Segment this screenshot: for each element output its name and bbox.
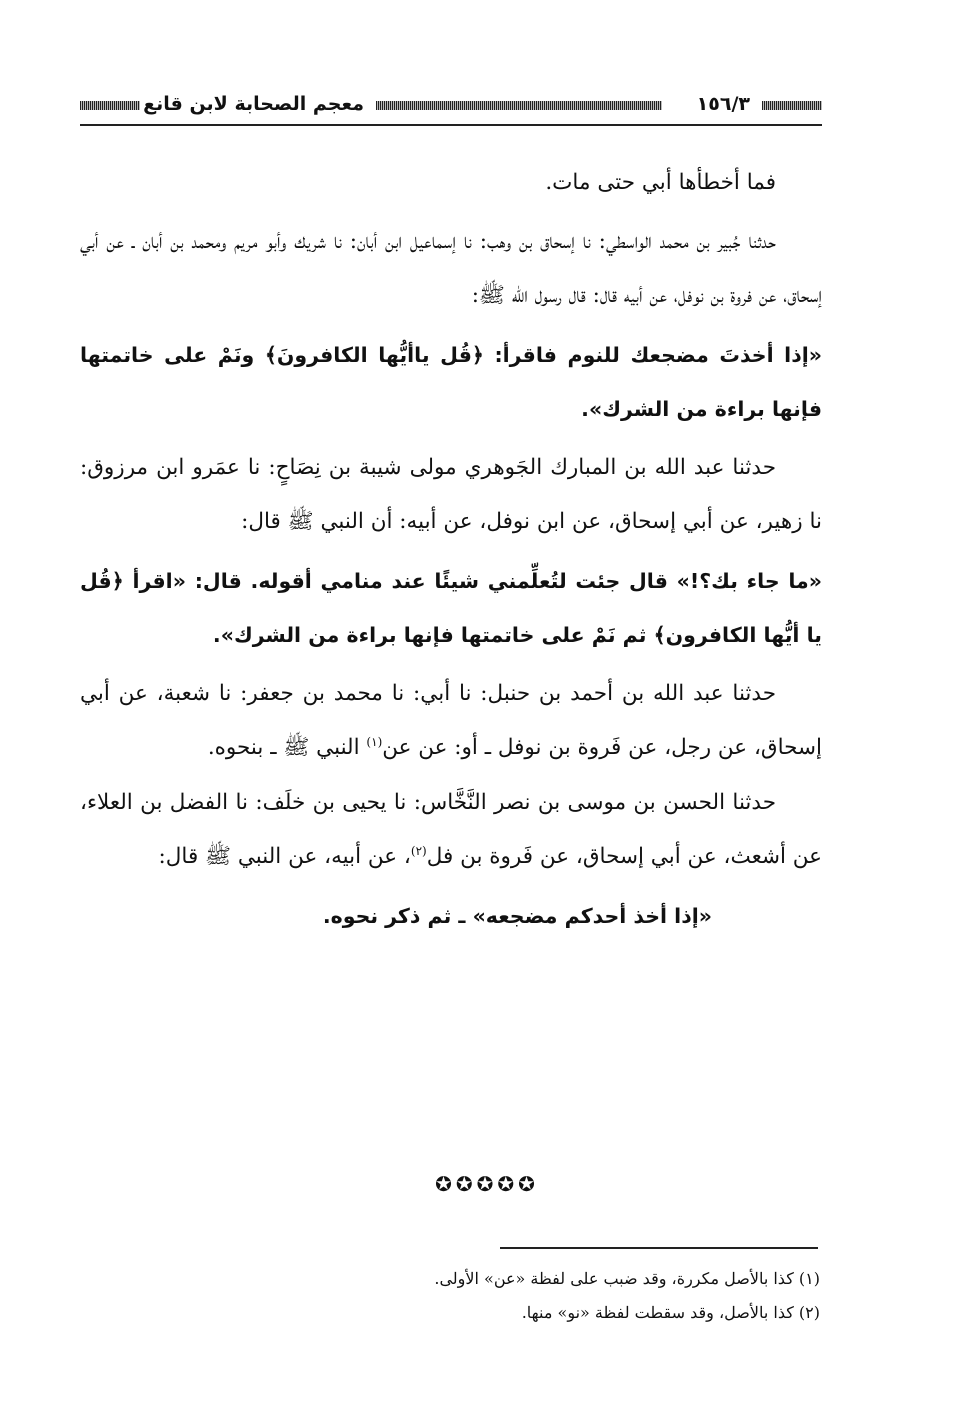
footnote-1: (١) كذا بالأصل مكررة، وقد ضبب على لفظة «عن» الأولى. xyxy=(434,1269,820,1288)
footnote-2: (٢) كذا بالأصل، وقد سقطت لفظة «نو» منها. xyxy=(521,1303,820,1322)
header-book-title: معجم الصحابة لابن قانع xyxy=(143,93,364,115)
paragraph xyxy=(80,776,822,885)
paragraph xyxy=(80,667,822,776)
running-header xyxy=(80,88,822,122)
paragraph-text: حدثنا عبد الله بن أحمد بن حنبل: نا أبي: نا محمد بن جعفر: نا شعبة، عن أبي إسحاق، عن رجل، عن فَروة بن نوفل ـ أو: عن عن xyxy=(80,680,822,760)
paragraph: حدثنا جُبير بن محمد الواسطي: نا إسحاق بن وهب: نا إسماعيل ابن أبان: نا شريك وأبو مريم ومحمد بن أبان ـ عن أبي إسحاق، عن فروة بن نوفل، عن أبيه قال: قال رسول الله ﷺ: xyxy=(80,228,822,308)
header-ornament-bar xyxy=(376,101,662,110)
footnotes xyxy=(80,1262,820,1330)
header-rule xyxy=(80,124,822,126)
header-page-number: ١٥٦/٣ xyxy=(696,93,750,115)
header-ornament-bar xyxy=(762,101,822,110)
footnote-marker-2: (٢) xyxy=(410,843,427,858)
paragraph-text: النبي ﷺ ـ بنحوه. xyxy=(207,735,360,760)
paragraph: فما أخطأها أبي حتى مات. xyxy=(545,170,776,195)
main-text xyxy=(80,156,822,947)
hadith-text: «ما جاء بك؟!» قال جئت لتُعلِّمني شيئًا عند منامي أقوله. قال: «اقرأ ﴿قُل يا أيُّها الكافرون﴾ ثم نَمْ على خاتمتها فإنها براءة من الشرك». xyxy=(80,568,822,647)
footnote-rule xyxy=(500,1247,818,1249)
section-divider: ✪✪✪✪✪ xyxy=(435,1172,539,1196)
paragraph-text: ، عن أبيه، عن النبي ﷺ قال: xyxy=(158,844,411,869)
paragraph: حدثنا عبد الله بن المبارك الجَوهري مولى شيبة بن نِصَاحٍ: نا عمَرو ابن مرزوق: نا زهير، عن أبي إسحاق، عن ابن نوفل، عن أبيه: أن النبي ﷺ قال: xyxy=(80,454,822,534)
header-ornament-bar xyxy=(80,101,140,110)
hadith-text: «إذا أخذتَ مضجعك للنوم فاقرأ: ﴿قُل ياأيُّها الكافرونَ﴾ ونَمْ على خاتمتها فإنها براءة من الشرك». xyxy=(80,342,822,421)
hadith-text: «إذا أخذ أحدكم مضجعه» ـ ثم ذكر نحوه. xyxy=(322,903,712,928)
paragraph-text: حدثنا الحسن بن موسى بن نصر النَّخَّاس: نا يحيى بن خلَف: نا الفضل بن العلاء، عن أشعث، عن أبي إسحاق، عن فَروة بن فل xyxy=(80,789,822,869)
footnote-marker-1: (١) xyxy=(366,734,383,749)
